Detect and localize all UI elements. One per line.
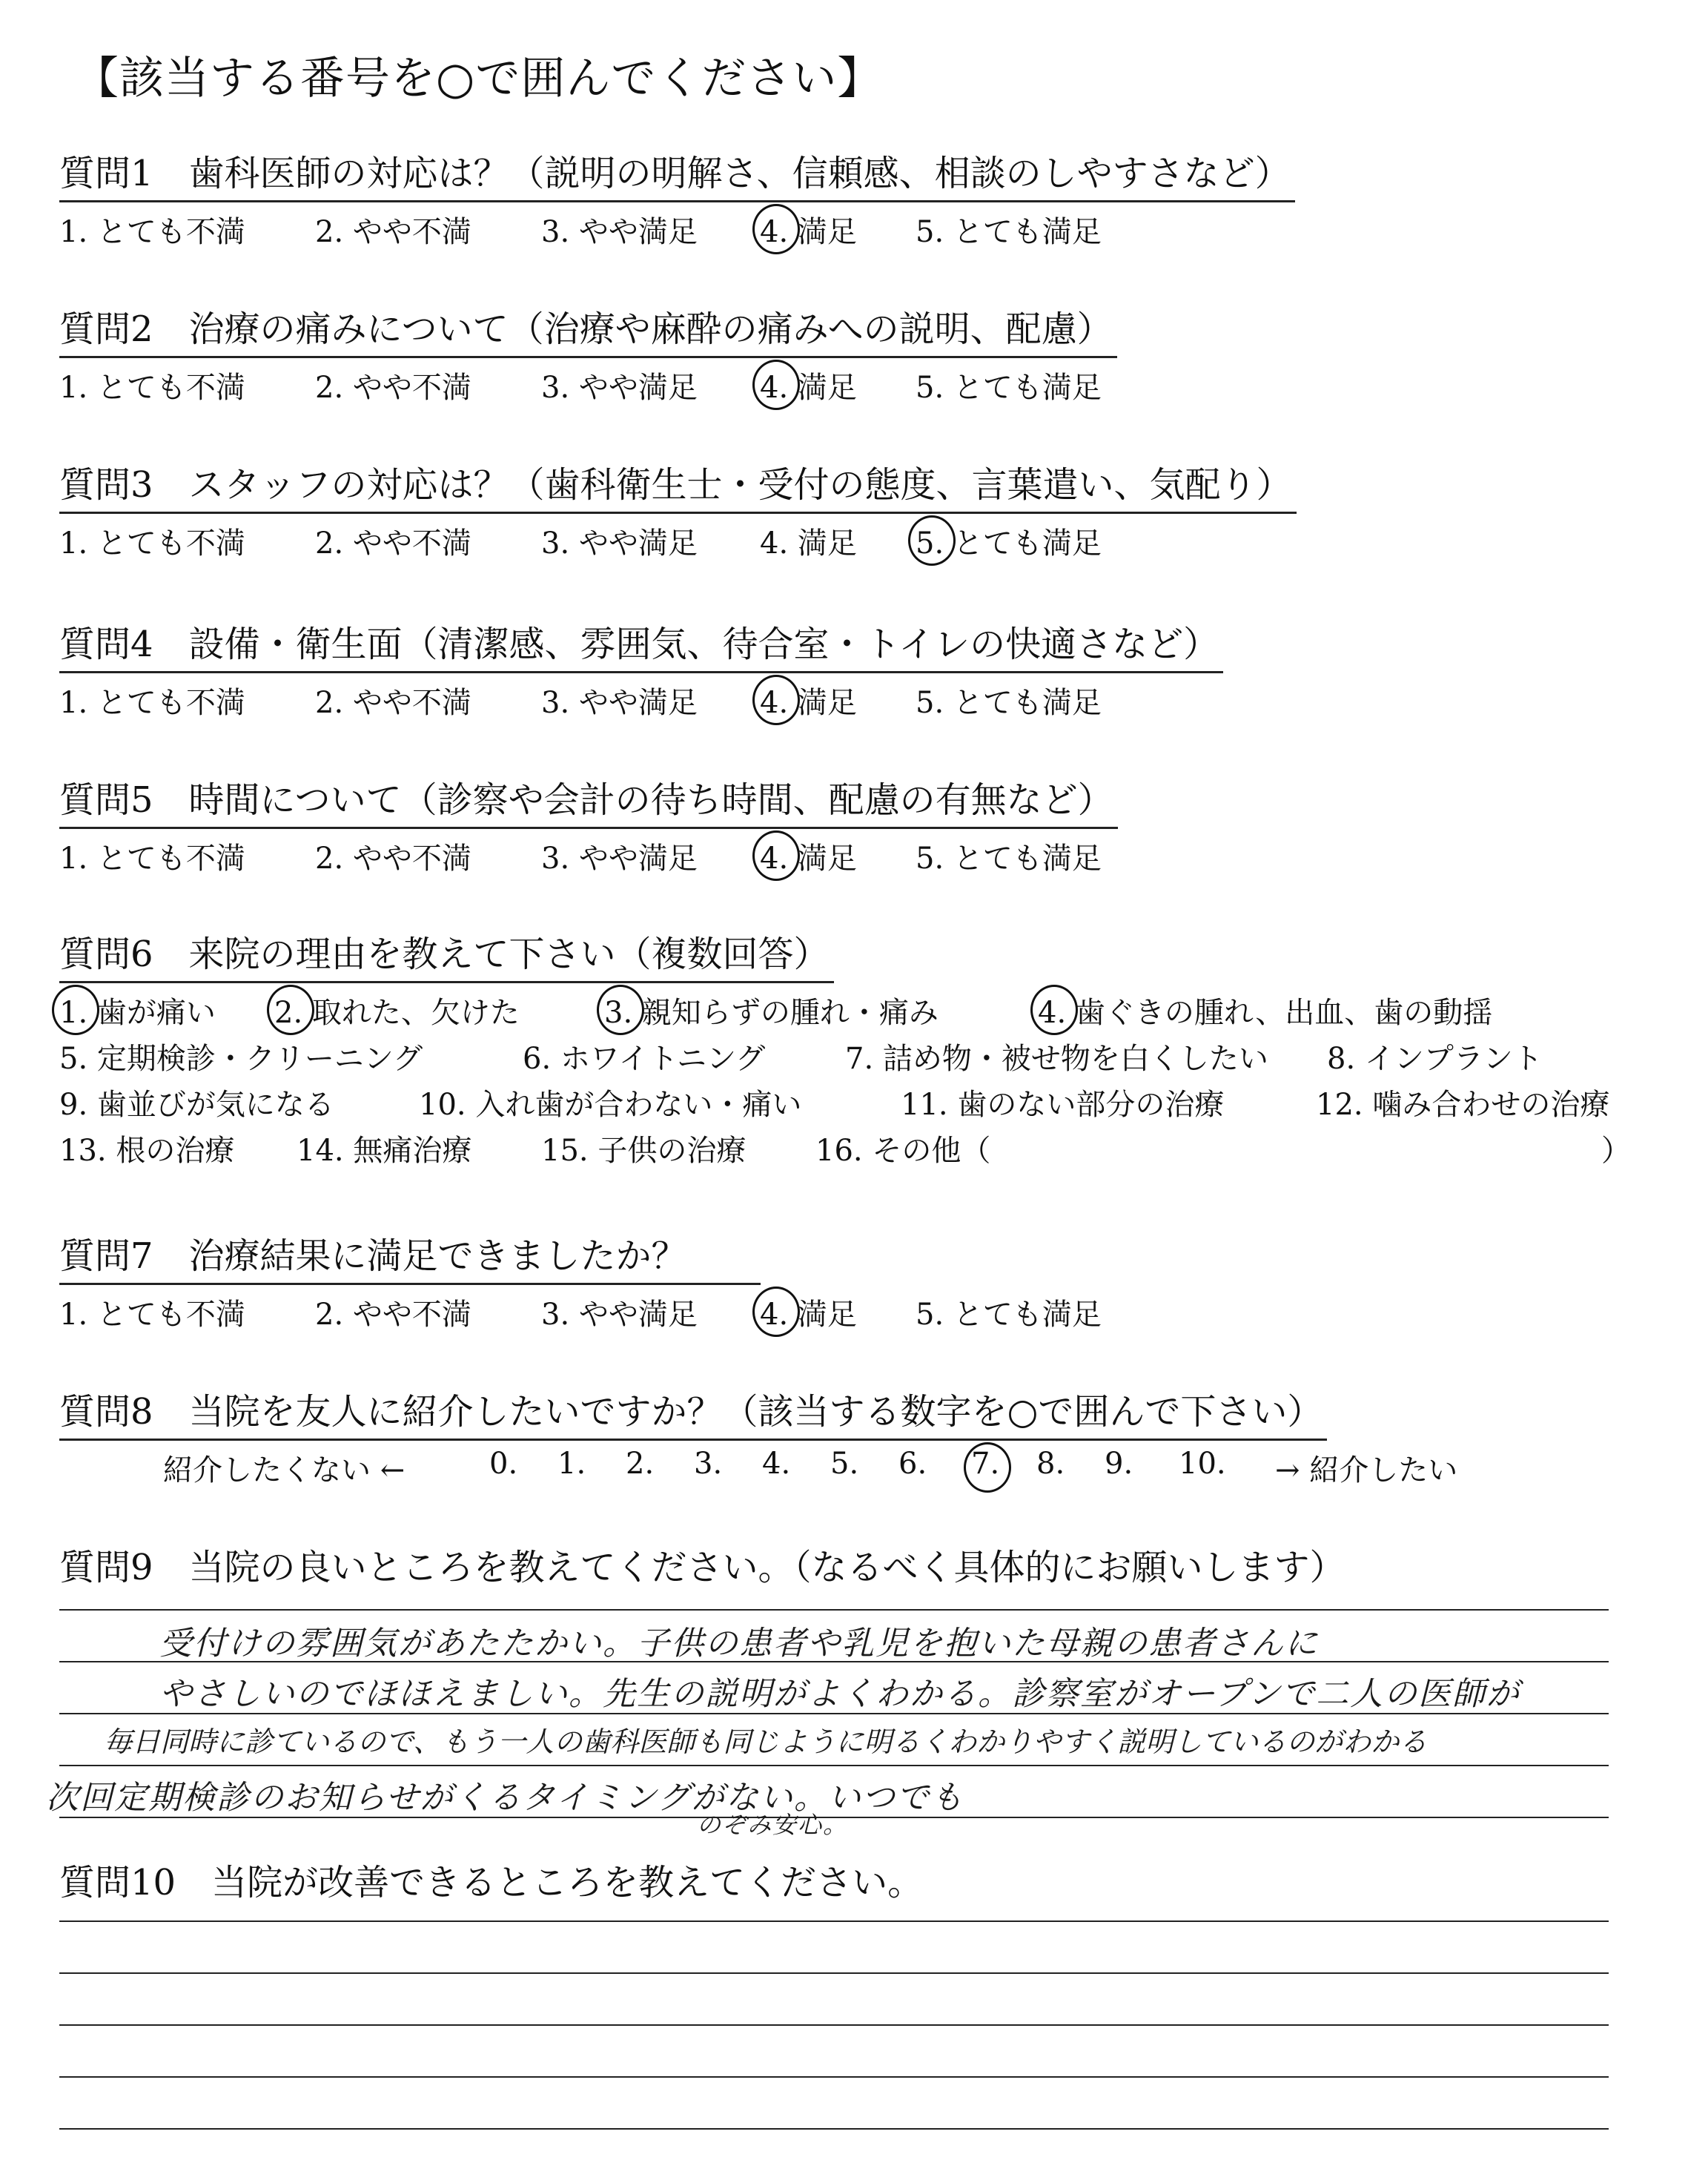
q9-rule-1 [59,1609,1609,1611]
q6-option-10[interactable]: 10. 入れ歯が合わない・痛い [419,1088,802,1122]
question-2 [59,300,1117,416]
q6-row-2 [59,1035,1543,1081]
q5-option-5[interactable]: 5. とても満足 [916,842,1102,876]
page-title: 【該当する番号を○で囲んでください】 [74,53,883,105]
q10-rule-2 [59,1972,1609,1974]
question-3-heading: 質問3 スタッフの対応は？（歯科衛生士・受付の態度、言葉遣い、気配り） [59,456,1297,514]
q8-scale-10[interactable]: 10. [1179,1447,1226,1481]
q9-handwriting-line-4: 次回定期検診のお知らせがくるタイミングがない。いつでも [46,1779,964,1817]
q4-option-4[interactable] [760,679,857,721]
question-1-heading: 質問1 歯科医師の対応は？（説明の明解さ、信頼感、相談のしやすさなど） [59,145,1295,202]
q5-selected-circle: 4. 満足 [760,835,857,877]
q8-scale-6[interactable]: 6. [898,1447,927,1481]
question-2-heading: 質問2 治療の痛みについて（治療や麻酔の痛みへの説明、配慮） [59,300,1117,358]
question-8 [59,1383,1458,1499]
q8-scale-3[interactable]: 3. [694,1447,723,1481]
q2-option-4[interactable] [760,364,857,406]
q6-option-6[interactable]: 6. ホワイトニング [523,1042,766,1076]
q7-option-2[interactable]: 2. やや不満 [315,1298,471,1332]
q8-scale-2[interactable]: 2. [626,1447,655,1481]
q6-option-2[interactable] [274,989,520,1031]
q1-option-1[interactable]: 1. とても不満 [59,215,245,249]
q8-scale-0[interactable]: 0. [489,1447,518,1481]
q6-option-12[interactable]: 12. 噛み合わせの治療 [1316,1088,1610,1122]
question-8-scale [59,1447,1458,1499]
q8-scale-9[interactable]: 9. [1105,1447,1133,1481]
q8-scale-1[interactable]: 1. [557,1447,586,1481]
q7-option-1[interactable]: 1. とても不満 [59,1298,245,1332]
q3-option-5[interactable] [916,520,1102,562]
q9-rule-4 [59,1765,1609,1766]
q6-row-3 [59,1081,1610,1127]
q6-selected-circle-4: 4. 歯ぐきの腫れ、出血、歯の動揺 [1038,989,1492,1031]
question-9-heading: 質問9 当院の良いところを教えてください。（なるべく具体的にお願いします） [59,1547,1345,1588]
q9-handwriting-line-2: やさしいのでほほえましい。先生の説明がよくわかる。診察室がオープンで二人の医師が [159,1675,1521,1713]
q9-handwriting-line-3: 毎日同時に診ているので、もう一人の歯科医師も同じように明るくわかりやすく説明しているのがわかる [104,1725,1428,1758]
q6-option-11[interactable]: 11. 歯のない部分の治療 [901,1088,1225,1122]
q3-selected-circle: 5. とても満足 [916,520,1102,562]
question-5 [59,771,1118,887]
q10-rule-5 [59,2128,1609,2130]
q7-option-4[interactable] [760,1291,857,1333]
q10-rule-4 [59,2076,1609,2078]
q1-option-4[interactable] [760,208,857,251]
q2-option-1[interactable]: 1. とても不満 [59,371,245,405]
q8-scale-5[interactable]: 5. [830,1447,859,1481]
q9-handwriting-line-1: 受付けの雰囲気があたたかい。子供の患者や乳児を抱いた母親の患者さんに [159,1625,1319,1662]
q6-option-3[interactable] [604,989,939,1031]
question-7 [59,1227,1102,1343]
question-3-options [59,520,1297,572]
q6-option-9[interactable]: 9. 歯並びが気になる [59,1088,334,1122]
q6-selected-circle-2: 2. 取れた、欠けた [274,989,520,1031]
q7-selected-circle: 4. 満足 [760,1291,857,1333]
question-8-heading: 質問8 当院を友人に紹介したいですか？（該当する数字を○で囲んで下さい） [59,1383,1327,1441]
q5-option-3[interactable]: 3. やや満足 [541,842,698,876]
question-5-options [59,835,1118,887]
q8-scale-4[interactable]: 4. [762,1447,791,1481]
q10-answer-area[interactable] [59,1869,1609,2150]
q5-option-2[interactable]: 2. やや不満 [315,842,471,876]
q6-other-close-paren: ） [1601,1134,1631,1168]
q7-option-3[interactable]: 3. やや満足 [541,1298,698,1332]
question-6 [59,925,1631,1173]
q9-handwriting-line-5: のぞみ安心。 [697,1811,849,1839]
question-1-options [59,208,1295,260]
q6-option-16[interactable]: 16. その他（ [815,1134,991,1168]
q1-option-2[interactable]: 2. やや不満 [315,215,471,249]
q3-option-1[interactable]: 1. とても不満 [59,526,245,561]
q4-option-2[interactable]: 2. やや不満 [315,686,471,720]
question-6-heading: 質問6 来院の理由を教えて下さい（複数回答） [59,925,834,983]
q4-option-3[interactable]: 3. やや満足 [541,686,698,720]
q8-selected-circle: 7. [971,1447,1000,1481]
question-3 [59,456,1297,572]
question-1 [59,145,1295,260]
q1-option-3[interactable]: 3. やや満足 [541,215,698,249]
q6-option-5[interactable]: 5. 定期検診・クリーニング [59,1042,423,1076]
q6-option-13[interactable]: 13. 根の治療 [59,1134,235,1168]
q3-option-3[interactable]: 3. やや満足 [541,526,698,561]
q4-selected-circle: 4. 満足 [760,679,857,721]
q2-option-3[interactable]: 3. やや満足 [541,371,698,405]
question-4-heading: 質問4 設備・衛生面（清潔感、雰囲気、待合室・トイレの快適さなど） [59,615,1223,673]
q8-right-label: → 紹介したい [1275,1453,1458,1487]
q2-selected-circle: 4. 満足 [760,364,857,406]
q10-rule-1 [59,1920,1609,1922]
question-4 [59,615,1223,731]
q8-scale-7[interactable] [971,1447,999,1481]
question-4-options [59,679,1223,731]
q8-left-label: 紹介したくない ← [163,1453,406,1487]
q6-option-14[interactable]: 14. 無痛治療 [297,1134,472,1168]
q6-option-8[interactable]: 8. インプラント [1327,1042,1543,1076]
q6-option-4[interactable] [1038,989,1492,1031]
q6-selected-circle-3: 3. 親知らずの腫れ・痛み [604,989,939,1031]
question-7-options [59,1291,1102,1343]
q8-scale-8[interactable]: 8. [1036,1447,1065,1481]
q6-option-15[interactable]: 15. 子供の治療 [541,1134,747,1168]
q1-option-5[interactable]: 5. とても満足 [916,215,1102,249]
q6-option-1[interactable] [59,989,216,1031]
q10-rule-3 [59,2024,1609,2026]
q2-option-5[interactable]: 5. とても満足 [916,371,1102,405]
question-2-options [59,364,1117,416]
q6-option-7[interactable]: 7. 詰め物・被せ物を白くしたい [845,1042,1268,1076]
q5-option-4[interactable] [760,835,857,877]
q6-row-1 [59,989,1493,1035]
q1-selected-circle: 4. 満足 [760,208,857,251]
q2-option-2[interactable]: 2. やや不満 [315,371,471,405]
q7-option-5[interactable]: 5. とても満足 [916,1298,1102,1332]
question-5-heading: 質問5 時間について（診察や会計の待ち時間、配慮の有無など） [59,771,1118,829]
q3-option-4[interactable]: 4. 満足 [760,526,857,561]
q6-selected-circle-1: 1. 歯が痛い [59,989,216,1031]
q4-option-5[interactable]: 5. とても満足 [916,686,1102,720]
q5-option-1[interactable]: 1. とても不満 [59,842,245,876]
q4-option-1[interactable]: 1. とても不満 [59,686,245,720]
q3-option-2[interactable]: 2. やや不満 [315,526,471,561]
question-10-heading: 質問10 当院が改善できるところを教えてください。 [59,1862,924,1903]
q6-row-4 [59,1127,1631,1173]
question-7-heading: 質問7 治療結果に満足できましたか？ [59,1227,761,1285]
